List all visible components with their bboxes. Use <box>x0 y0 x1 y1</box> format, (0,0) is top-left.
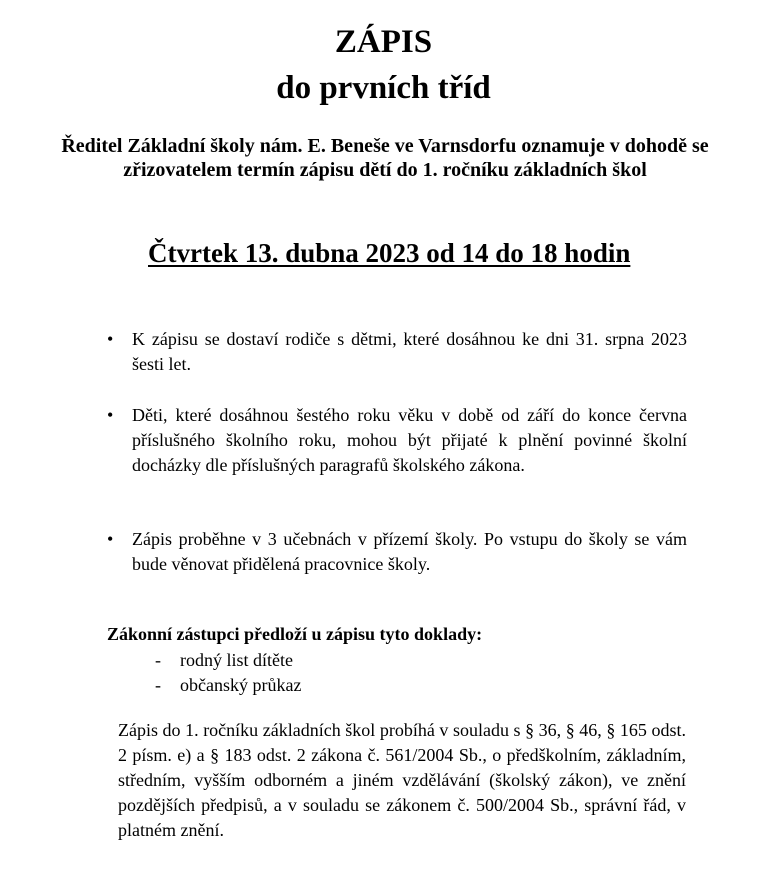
bullet-item-early-enrollment: Děti, které dosáhnou šestého roku věku v době od září do konce června příslušného školního roku, mohou být přijaté k plnění povinné školní docházky dle příslušných paragrafů školského zákona. <box>132 405 687 475</box>
bullet-icon: • <box>107 529 114 549</box>
legal-notice: Zápis do 1. ročníku základních škol probíhá v souladu s § 36, § 46, § 165 odst. 2 písm. e) a § 183 odst. 2 zákona č. 561/2004 Sb., o předškolním, základním, středním, vyšším odborném a jiném vzdělávání (školský zákon), ve znění pozdějších předpisů, a v souladu se zákonem č. 500/2004 Sb., správní řád, v platném znění. <box>118 720 686 840</box>
dash-icon: - <box>155 650 161 670</box>
documents-heading: Zákonní zástupci předloží u zápisu tyto doklady: <box>107 624 483 644</box>
bullet-item-location: Zápis proběhne v 3 učebnách v přízemí školy. Po vstupu do školy se vám bude věnovat přidělená pracovnice školy. <box>132 529 687 574</box>
bullet-item-age: K zápisu se dostaví rodiče s dětmi, které dosáhnou ke dni 31. srpna 2023 šesti let. <box>132 329 687 374</box>
document-item-birth-certificate: rodný list dítěte <box>180 650 293 670</box>
intro-announcement: Ředitel Základní školy nám. E. Beneše ve Varnsdorfu oznamuje v dohodě se zřizovatelem termín zápisu dětí do 1. ročníku základních škol <box>61 135 709 181</box>
dash-icon: - <box>155 675 161 695</box>
bullet-icon: • <box>107 329 114 349</box>
enrollment-date: Čtvrtek 13. dubna 2023 od 14 do 18 hodin <box>148 238 631 268</box>
document-title: ZÁPIS <box>334 24 433 60</box>
document-item-id-card: občanský průkaz <box>180 675 302 695</box>
bullet-icon: • <box>107 405 114 425</box>
document-subtitle: do prvních tříd <box>276 70 491 106</box>
